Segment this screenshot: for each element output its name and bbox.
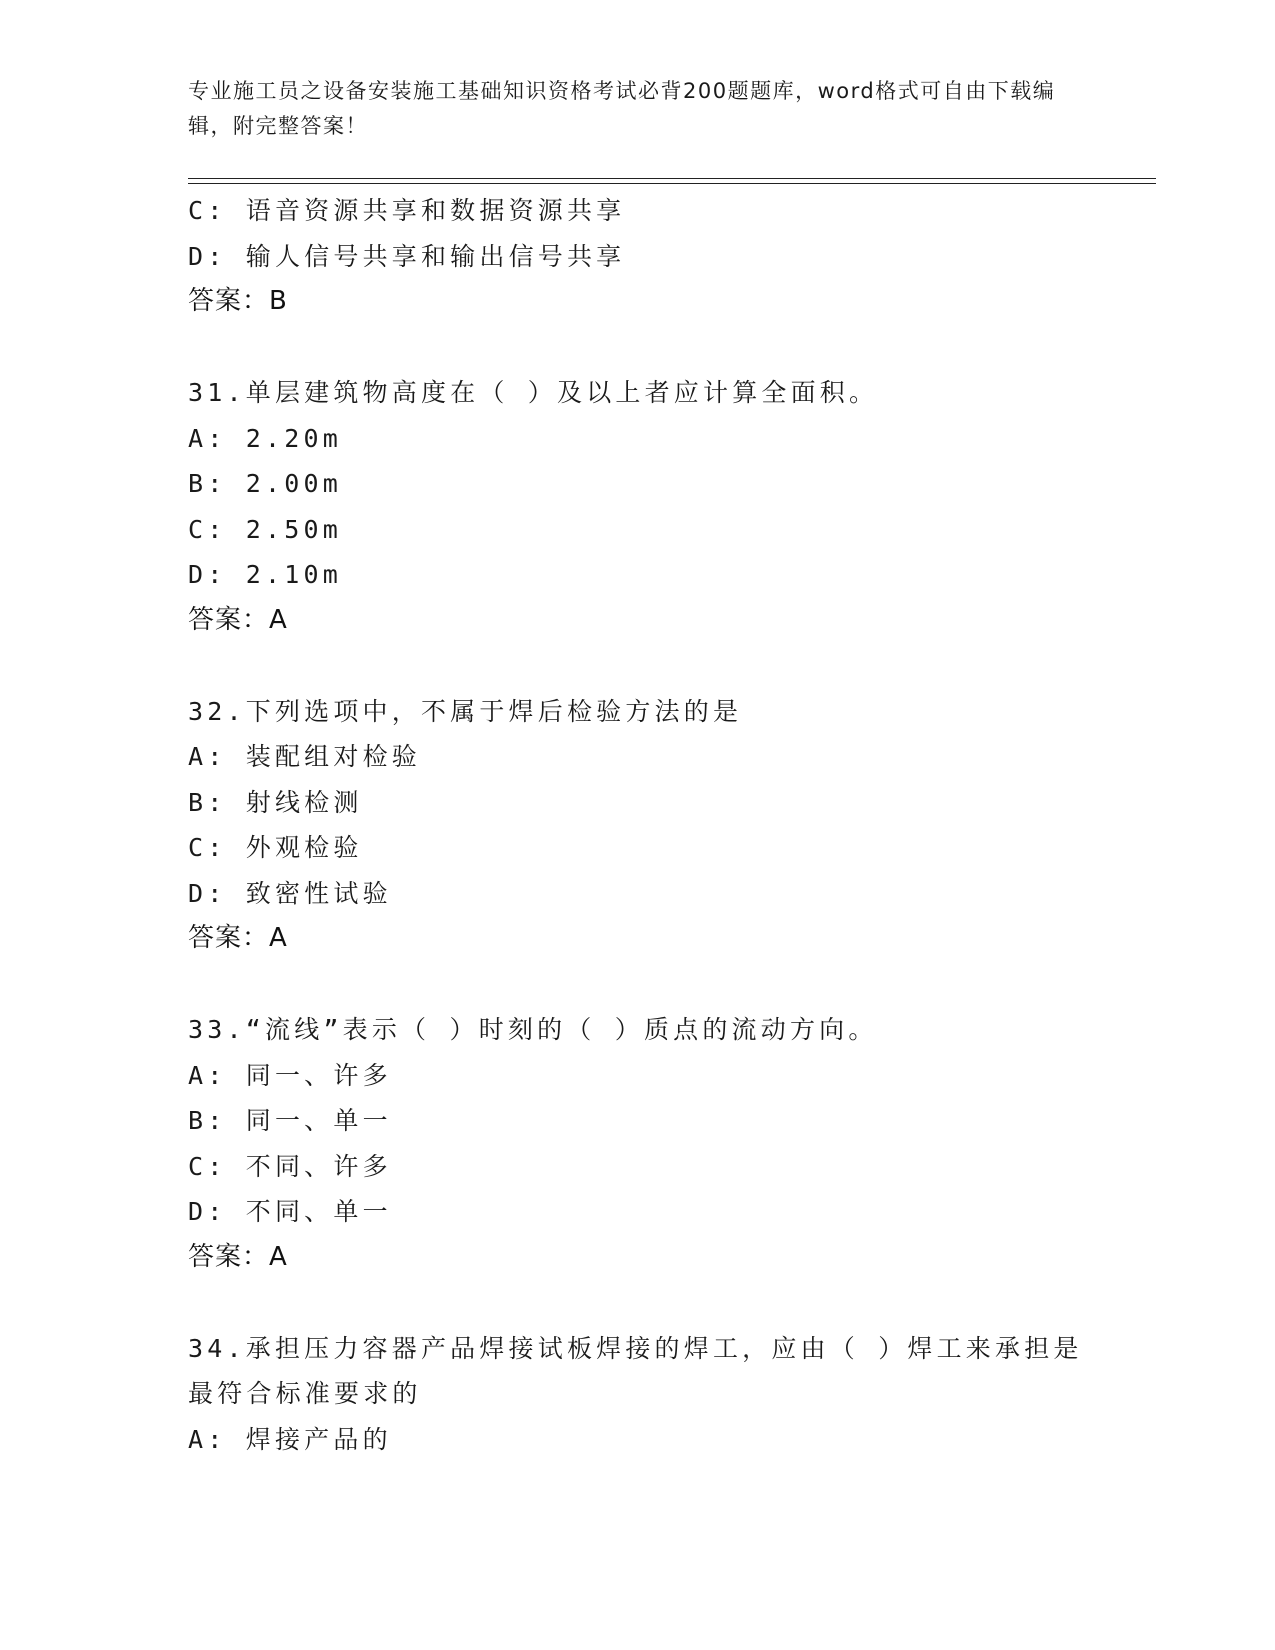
option-letter: C bbox=[188, 196, 208, 225]
option-text: 不同、单一 bbox=[245, 1197, 392, 1226]
option-line: C: 外观检验 bbox=[188, 833, 363, 862]
option-line: A: 2.20m bbox=[188, 423, 343, 453]
option-letter: D bbox=[188, 878, 208, 908]
option-letter: A bbox=[188, 1424, 208, 1454]
option-line: B: 同一、单一 bbox=[188, 1106, 392, 1135]
answer-line: 答案：A bbox=[188, 1241, 288, 1272]
option-letter: A bbox=[188, 423, 208, 453]
option-text: 致密性试验 bbox=[245, 878, 392, 908]
option-line: A: 装配组对检验 bbox=[188, 742, 421, 771]
spacer bbox=[188, 643, 1088, 689]
question-list bbox=[188, 188, 1088, 1462]
option-letter: D bbox=[188, 560, 208, 589]
option-line: D: 不同、单一 bbox=[188, 1197, 392, 1226]
spacer bbox=[188, 325, 1088, 371]
option-letter: C bbox=[188, 514, 208, 544]
document-header: 专业施工员之设备安装施工基础知识资格考试必背200题题库，word格式可自由下载编辑，附完整答案！ bbox=[188, 79, 1056, 138]
option-text: 2.10m bbox=[245, 560, 343, 589]
option-text: 2.20m bbox=[245, 423, 343, 453]
option-letter: A bbox=[188, 1060, 208, 1090]
option-text: 2.00m bbox=[245, 469, 343, 498]
answer-line: 答案：A bbox=[188, 923, 288, 953]
option-line: A: 焊接产品的 bbox=[188, 1424, 392, 1454]
option-letter: D bbox=[188, 241, 208, 271]
option-text: 2.50m bbox=[245, 514, 343, 544]
option-text: 外观检验 bbox=[245, 833, 363, 862]
option-letter: B bbox=[188, 787, 208, 817]
option-line: C: 2.50m bbox=[188, 514, 343, 544]
option-line: C: 语音资源共享和数据资源共享 bbox=[188, 196, 626, 225]
question-stem: 31.单层建筑物高度在（ ）及以上者应计算全面积。 bbox=[188, 378, 879, 407]
question-stem: 33.“流线”表示（ ）时刻的（ ）质点的流动方向。 bbox=[188, 1015, 878, 1044]
option-text: 语音资源共享和数据资源共享 bbox=[245, 196, 626, 225]
option-letter: C bbox=[188, 1151, 208, 1181]
question-stem: 34.承担压力容器产品焊接试板焊接的焊工，应由（ ）焊工来承担是 bbox=[188, 1333, 1083, 1363]
option-letter: B bbox=[188, 469, 208, 498]
header-rule-top bbox=[188, 178, 1156, 179]
option-text: 同一、单一 bbox=[245, 1106, 392, 1135]
option-text: 输人信号共享和输出信号共享 bbox=[245, 241, 626, 271]
header-rule-bottom bbox=[188, 183, 1156, 184]
option-line: B: 射线检测 bbox=[188, 787, 363, 817]
option-line: D: 致密性试验 bbox=[188, 878, 392, 908]
option-line: B: 2.00m bbox=[188, 469, 343, 498]
option-text: 焊接产品的 bbox=[245, 1424, 392, 1454]
option-line: D: 2.10m bbox=[188, 560, 343, 589]
option-text: 装配组对检验 bbox=[245, 742, 421, 771]
option-text: 不同、许多 bbox=[245, 1151, 392, 1181]
answer-line: 答案：A bbox=[188, 604, 288, 635]
option-letter: B bbox=[188, 1106, 208, 1135]
option-letter: A bbox=[188, 742, 208, 771]
spacer bbox=[188, 1280, 1088, 1326]
question-stem: 32.下列选项中，不属于焊后检验方法的是 bbox=[188, 696, 743, 726]
option-text: 同一、许多 bbox=[245, 1060, 392, 1090]
question-stem-continued: 最符合标准要求的 bbox=[188, 1379, 422, 1408]
option-line: C: 不同、许多 bbox=[188, 1151, 392, 1181]
spacer bbox=[188, 962, 1088, 1008]
option-letter: C bbox=[188, 833, 208, 862]
option-line: D: 输人信号共享和输出信号共享 bbox=[188, 241, 626, 271]
option-text: 射线检测 bbox=[245, 787, 363, 817]
option-line: A: 同一、许多 bbox=[188, 1060, 392, 1090]
option-letter: D bbox=[188, 1197, 208, 1226]
answer-line: 答案：B bbox=[188, 286, 288, 316]
